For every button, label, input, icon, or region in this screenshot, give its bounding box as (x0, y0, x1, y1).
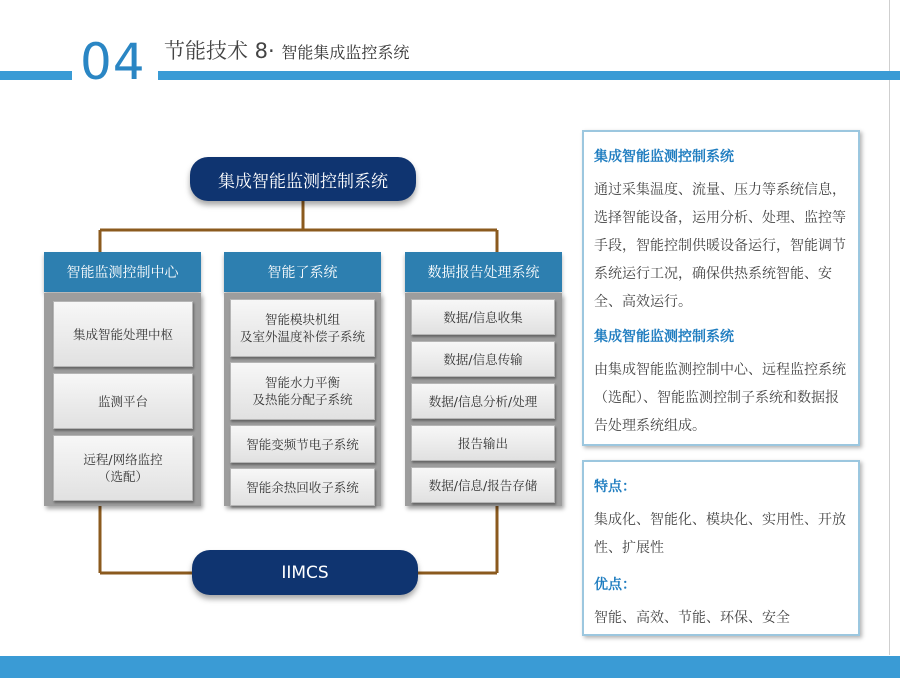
item-data-analysis: 数据/信息分析/处理 (411, 383, 555, 419)
column-header-data-reporting: 数据报告处理系统 (405, 252, 562, 292)
info-text-overview: 通过采集温度、流量、压力等系统信息，选择智能设备，运用分析、处理、监控等手段，智能控制供暖设备运行，智能调节系统运行工况，确保供热系统智能、安全、高效运行。 (594, 182, 846, 310)
iimcs-pill: IIMCS (192, 550, 418, 595)
column-header-monitoring-center: 智能监测控制中心 (44, 252, 201, 292)
column-header-smart-systems: 智能了系统 (224, 252, 381, 292)
item-report-output: 报告输出 (411, 425, 555, 461)
info-text-features: 集成化、智能化、模块化、实用性、开放性、扩展性 (594, 512, 846, 556)
item-data-storage: 数据/信息/报告存储 (411, 467, 555, 503)
info-heading-advantages: 优点： (594, 577, 636, 593)
info-box-features (582, 460, 860, 636)
item-data-collection: 数据/信息收集 (411, 299, 555, 335)
page-title-sub: 智能集成监控系统 (281, 43, 410, 62)
item-modular-unit-compensation: 智能模块机组 及室外温度补偿子系统 (230, 299, 375, 357)
page-title-main: 节能技术 8· (164, 39, 275, 63)
info-box-system-description (582, 130, 860, 446)
item-hydraulic-balance: 智能水力平衡 及热能分配子系统 (230, 362, 375, 420)
section-number: 04 (80, 33, 146, 91)
system-title-pill: 集成智能监测控制系统 (190, 157, 416, 201)
info-heading-composition: 集成智能监测控制系统 (594, 329, 734, 345)
item-remote-network-monitoring: 远程/网络监控 （选配） (53, 435, 193, 501)
info-text-composition: 由集成智能监测控制中心、远程监控系统（选配）、智能监测控制子系统和数据报告处理系统组成。 (594, 362, 846, 434)
info-text-advantages: 智能、高效、节能、环保、安全 (594, 610, 790, 626)
item-monitoring-platform: 监测平台 (53, 373, 193, 429)
info-heading-overview: 集成智能监测控制系统 (594, 149, 734, 165)
item-data-transmission: 数据/信息传输 (411, 341, 555, 377)
item-waste-heat-recovery: 智能余热回收子系统 (230, 468, 375, 506)
item-integrated-processing-hub: 集成智能处理中枢 (53, 301, 193, 367)
info-heading-features: 特点： (594, 479, 636, 495)
item-vfd-power-saving: 智能变频节电子系统 (230, 425, 375, 463)
footer-accent-bar (0, 656, 900, 678)
